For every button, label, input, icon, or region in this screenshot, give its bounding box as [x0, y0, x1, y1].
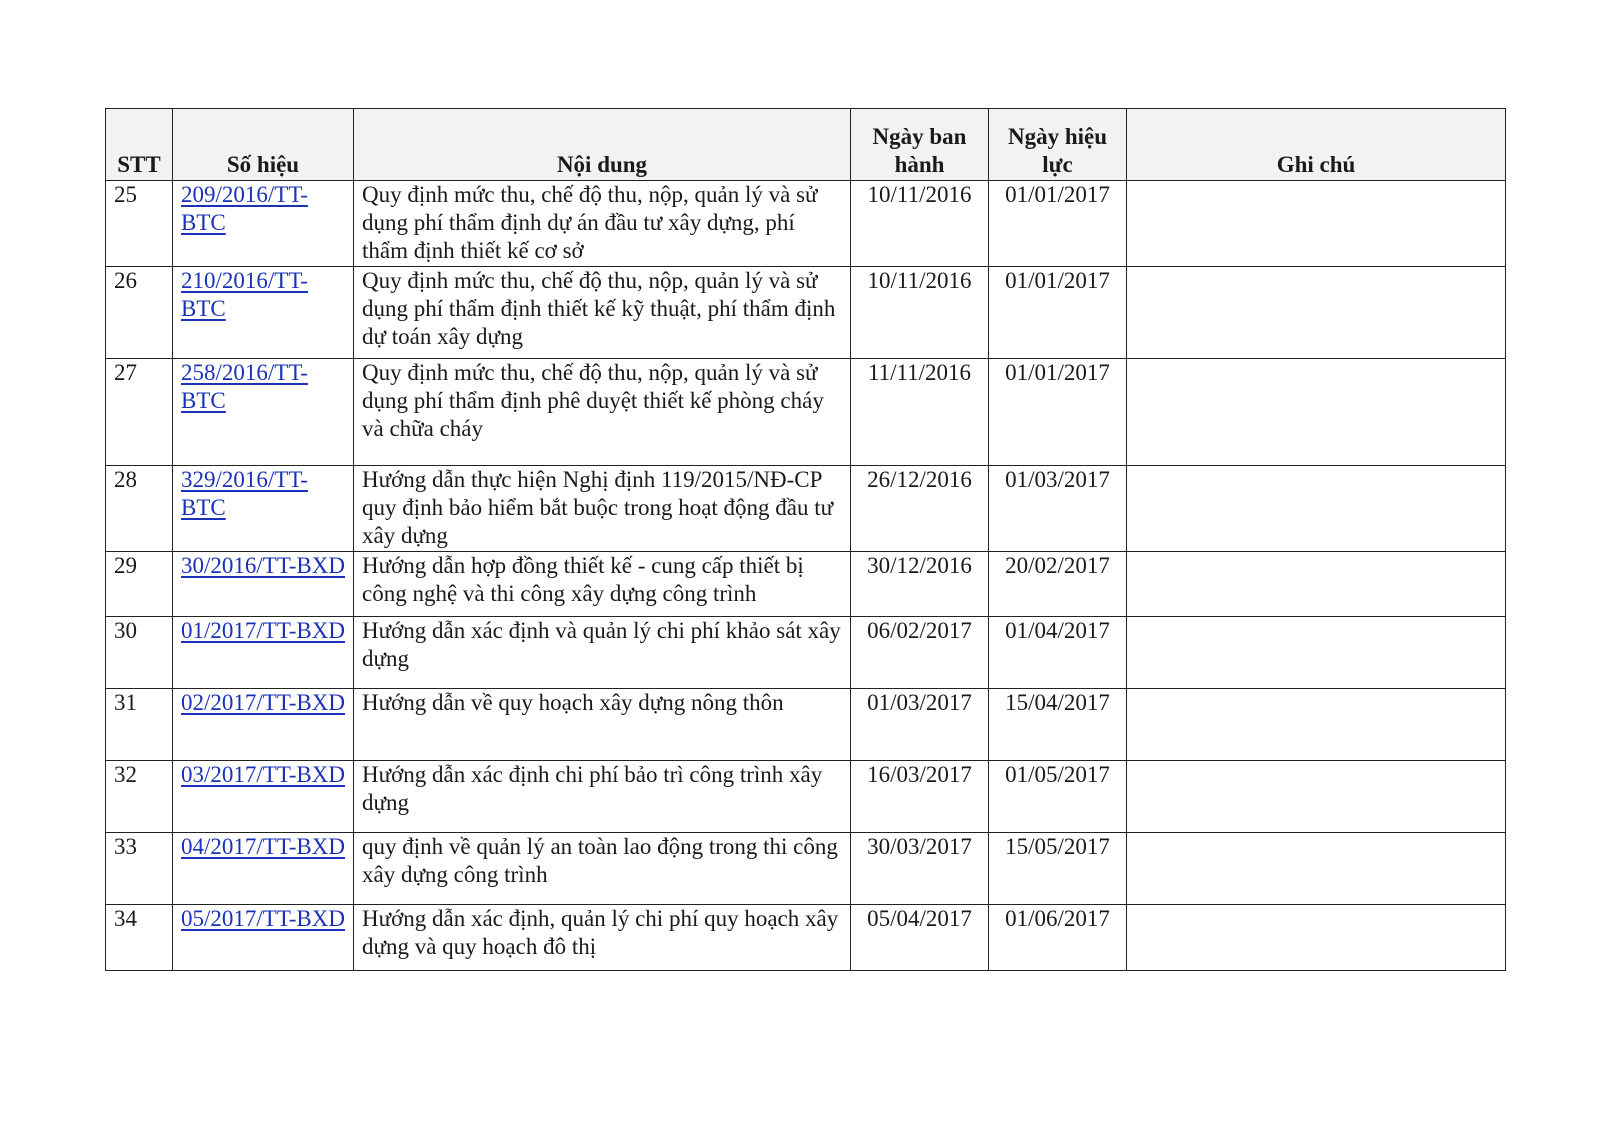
table-header-row	[106, 109, 1506, 181]
row-ngay-ban-hanh: 26/12/2016	[851, 466, 989, 552]
document-number-link[interactable]: 05/2017/TT-BXD	[181, 906, 345, 931]
row-noi-dung: Hướng dẫn xác định chi phí bảo trì công trình xây dựng	[354, 761, 851, 833]
row-noi-dung: quy định về quản lý an toàn lao động trong thi công xây dựng công trình	[354, 833, 851, 905]
row-ngay-hieu-luc: 01/01/2017	[989, 359, 1127, 466]
row-stt: 29	[106, 552, 173, 617]
document-table	[105, 108, 1506, 971]
row-so-hieu-cell	[173, 267, 354, 359]
row-stt: 32	[106, 761, 173, 833]
document-number-link[interactable]: 258/2016/TT-BTC	[181, 360, 308, 413]
row-noi-dung: Hướng dẫn về quy hoạch xây dựng nông thôn	[354, 689, 851, 761]
header-ghi-chu: Ghi chú	[1127, 109, 1506, 181]
row-so-hieu-cell	[173, 689, 354, 761]
row-ngay-hieu-luc: 15/05/2017	[989, 833, 1127, 905]
header-so-hieu: Số hiệu	[173, 109, 354, 181]
table-row	[106, 181, 1506, 267]
row-ngay-ban-hanh: 30/03/2017	[851, 833, 989, 905]
row-so-hieu-cell	[173, 833, 354, 905]
row-ngay-hieu-luc: 01/01/2017	[989, 181, 1127, 267]
table-row	[106, 267, 1506, 359]
row-stt: 33	[106, 833, 173, 905]
row-stt: 27	[106, 359, 173, 466]
table-row	[106, 905, 1506, 971]
row-ngay-hieu-luc: 01/05/2017	[989, 761, 1127, 833]
table-row	[106, 833, 1506, 905]
row-ngay-ban-hanh: 11/11/2016	[851, 359, 989, 466]
row-so-hieu-cell	[173, 466, 354, 552]
row-so-hieu-cell	[173, 359, 354, 466]
row-ghi-chu	[1127, 267, 1506, 359]
row-stt: 28	[106, 466, 173, 552]
row-ngay-hieu-luc: 01/01/2017	[989, 267, 1127, 359]
document-number-link[interactable]: 210/2016/TT-BTC	[181, 268, 308, 321]
document-number-link[interactable]: 03/2017/TT-BXD	[181, 762, 345, 787]
table-row	[106, 689, 1506, 761]
table-row	[106, 552, 1506, 617]
row-so-hieu-cell	[173, 905, 354, 971]
table-row	[106, 466, 1506, 552]
table-row	[106, 761, 1506, 833]
row-ngay-ban-hanh: 06/02/2017	[851, 617, 989, 689]
row-ghi-chu	[1127, 552, 1506, 617]
row-ngay-ban-hanh: 05/04/2017	[851, 905, 989, 971]
row-ngay-ban-hanh: 16/03/2017	[851, 761, 989, 833]
row-ngay-hieu-luc: 20/02/2017	[989, 552, 1127, 617]
row-stt: 30	[106, 617, 173, 689]
row-so-hieu-cell	[173, 617, 354, 689]
row-stt: 26	[106, 267, 173, 359]
row-so-hieu-cell	[173, 552, 354, 617]
document-number-link[interactable]: 30/2016/TT-BXD	[181, 553, 345, 578]
header-stt: STT	[106, 109, 173, 181]
row-ghi-chu	[1127, 689, 1506, 761]
document-number-link[interactable]: 209/2016/TT-BTC	[181, 182, 308, 235]
row-so-hieu-cell	[173, 181, 354, 267]
row-noi-dung: Hướng dẫn hợp đồng thiết kế - cung cấp thiết bị công nghệ và thi công xây dựng công trình	[354, 552, 851, 617]
header-ngay-hieu-luc: Ngày hiệu lực	[989, 109, 1127, 181]
row-noi-dung: Hướng dẫn xác định và quản lý chi phí khảo sát xây dựng	[354, 617, 851, 689]
row-ngay-hieu-luc: 01/03/2017	[989, 466, 1127, 552]
document-number-link[interactable]: 329/2016/TT-BTC	[181, 467, 308, 520]
row-ngay-hieu-luc: 15/04/2017	[989, 689, 1127, 761]
row-stt: 31	[106, 689, 173, 761]
document-number-link[interactable]: 04/2017/TT-BXD	[181, 834, 345, 859]
header-ngay-ban-hanh: Ngày ban hành	[851, 109, 989, 181]
row-ngay-ban-hanh: 10/11/2016	[851, 181, 989, 267]
row-ghi-chu	[1127, 617, 1506, 689]
row-stt: 34	[106, 905, 173, 971]
row-ghi-chu	[1127, 833, 1506, 905]
row-noi-dung: Quy định mức thu, chế độ thu, nộp, quản lý và sử dụng phí thẩm định phê duyệt thiết kế phòng cháy và chữa cháy	[354, 359, 851, 466]
row-noi-dung: Quy định mức thu, chế độ thu, nộp, quản lý và sử dụng phí thẩm định thiết kế kỹ thuật, phí thẩm định dự toán xây dựng	[354, 267, 851, 359]
row-ngay-hieu-luc: 01/06/2017	[989, 905, 1127, 971]
row-noi-dung: Quy định mức thu, chế độ thu, nộp, quản lý và sử dụng phí thẩm định dự án đầu tư xây dựng, phí thẩm định thiết kế cơ sở	[354, 181, 851, 267]
document-number-link[interactable]: 02/2017/TT-BXD	[181, 690, 345, 715]
row-noi-dung: Hướng dẫn xác định, quản lý chi phí quy hoạch xây dựng và quy hoạch đô thị	[354, 905, 851, 971]
document-number-link[interactable]: 01/2017/TT-BXD	[181, 618, 345, 643]
row-ghi-chu	[1127, 359, 1506, 466]
row-ghi-chu	[1127, 761, 1506, 833]
row-ngay-ban-hanh: 30/12/2016	[851, 552, 989, 617]
row-ghi-chu	[1127, 181, 1506, 267]
header-noi-dung: Nội dung	[354, 109, 851, 181]
row-noi-dung: Hướng dẫn thực hiện Nghị định 119/2015/NĐ-CP quy định bảo hiểm bắt buộc trong hoạt động đầu tư xây dựng	[354, 466, 851, 552]
row-ngay-ban-hanh: 01/03/2017	[851, 689, 989, 761]
row-ngay-ban-hanh: 10/11/2016	[851, 267, 989, 359]
table-row	[106, 359, 1506, 466]
row-stt: 25	[106, 181, 173, 267]
row-ghi-chu	[1127, 466, 1506, 552]
row-so-hieu-cell	[173, 761, 354, 833]
row-ngay-hieu-luc: 01/04/2017	[989, 617, 1127, 689]
row-ghi-chu	[1127, 905, 1506, 971]
table-row	[106, 617, 1506, 689]
